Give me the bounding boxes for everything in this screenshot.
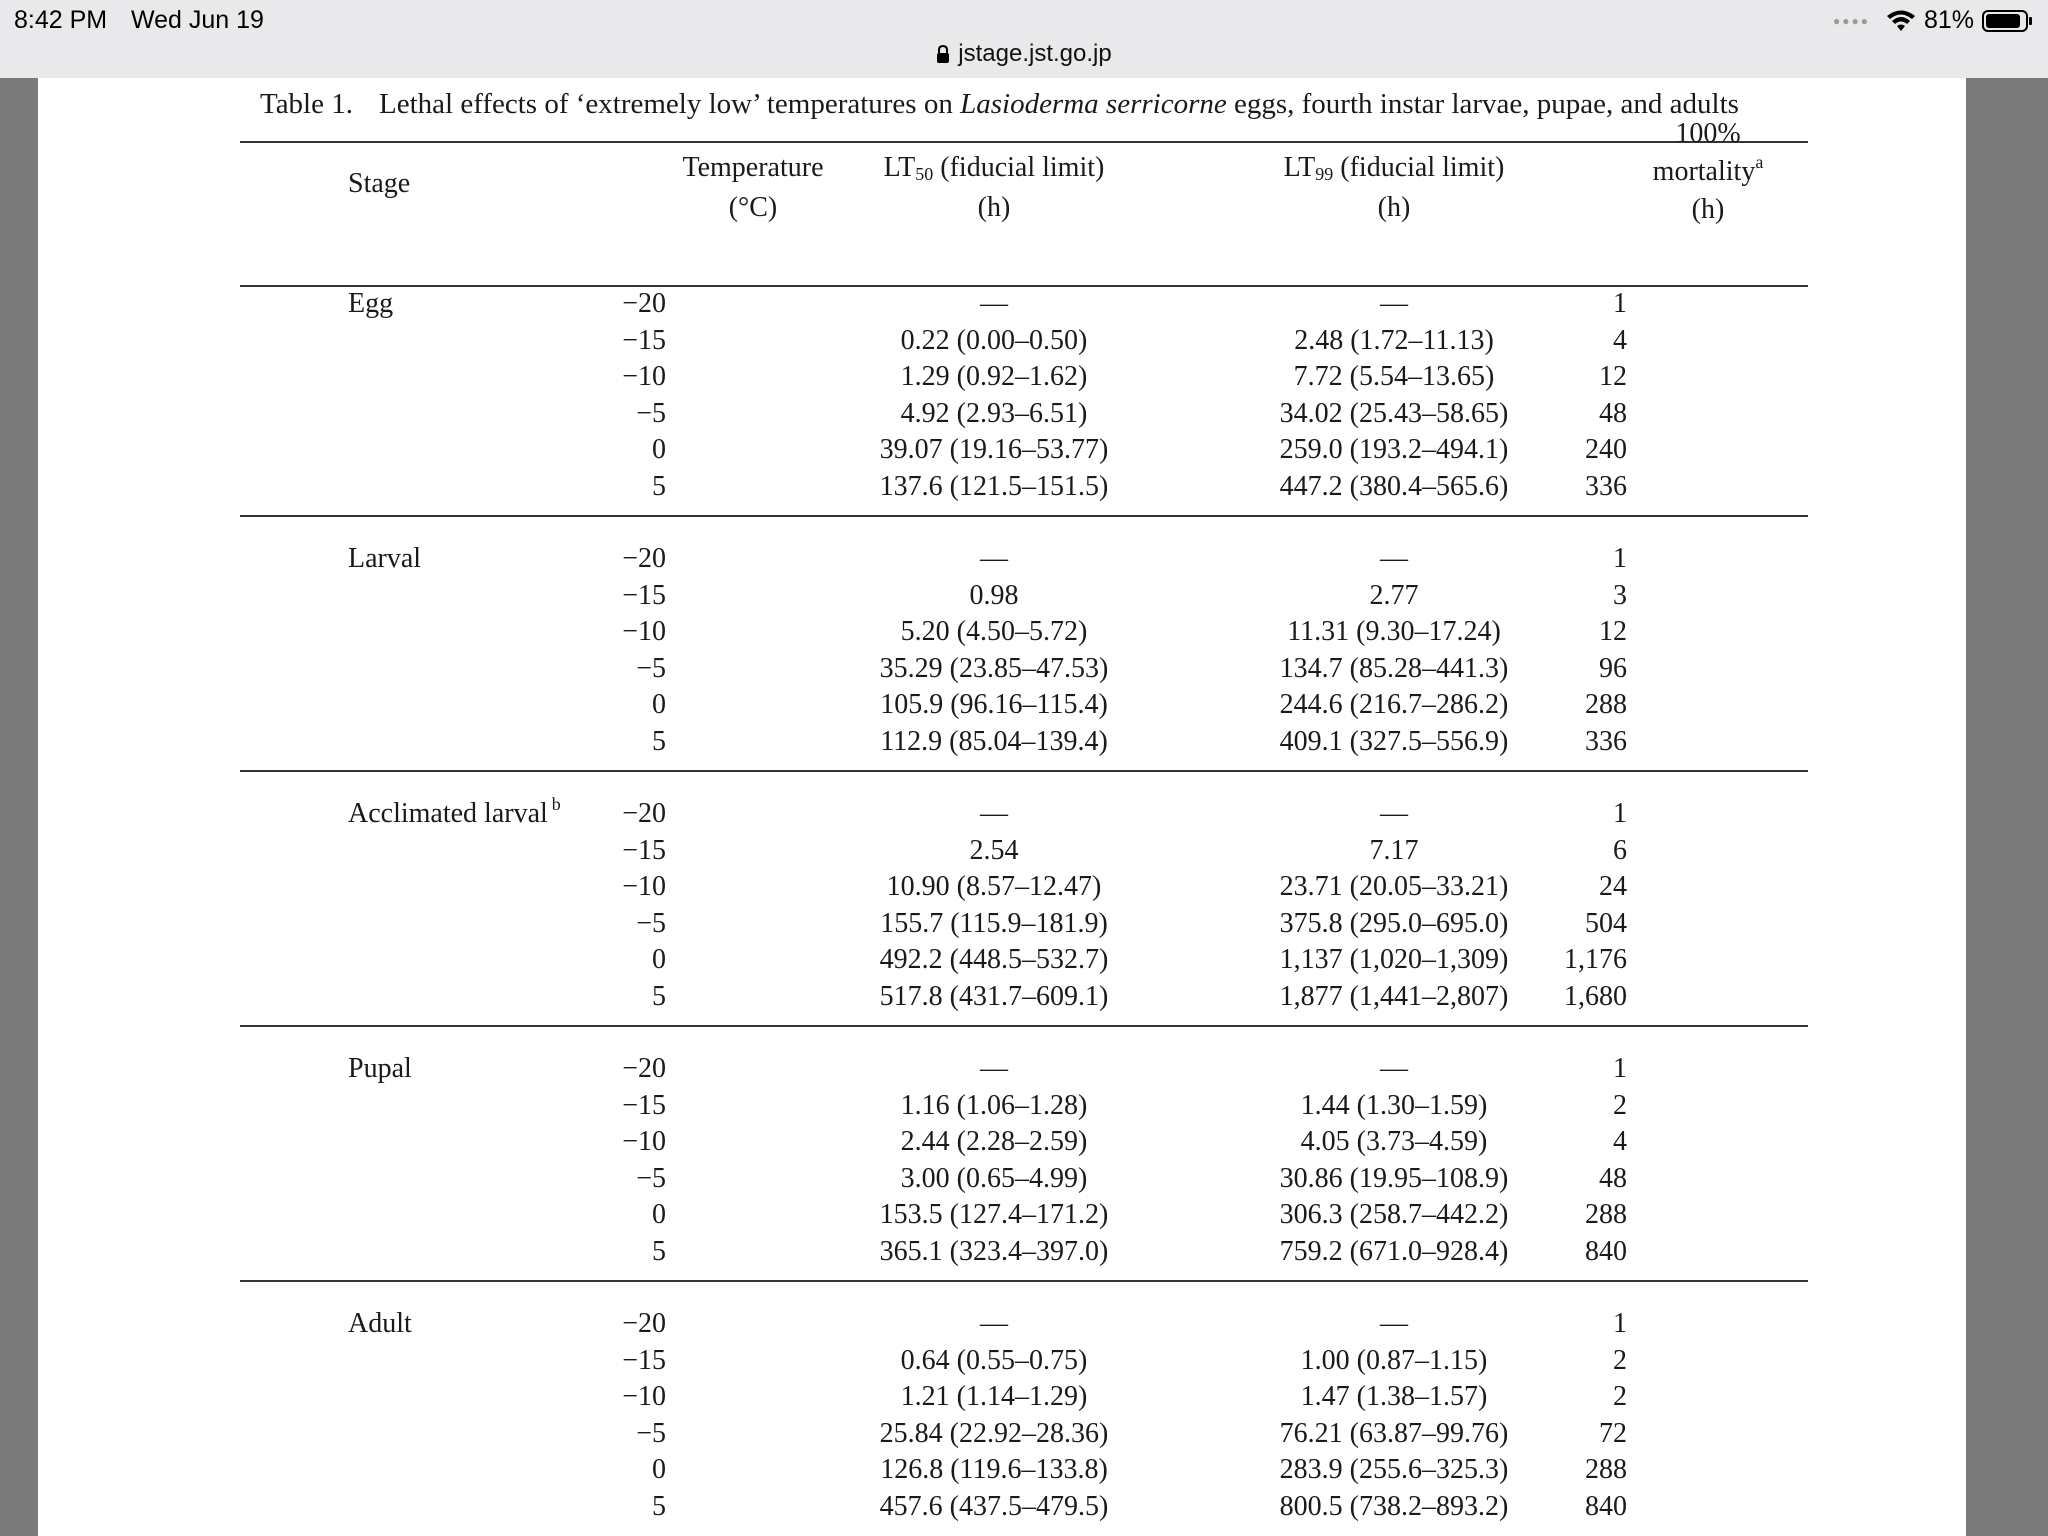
stage-label: Adult xyxy=(348,1308,412,1339)
header-stage xyxy=(348,164,508,204)
cell-temperature: 5 xyxy=(652,471,666,502)
header-mortality-percent: 100% xyxy=(1675,118,1741,149)
wifi-icon xyxy=(1886,9,1916,33)
header-mortality xyxy=(1598,115,1818,229)
cell-temperature: 5 xyxy=(652,726,666,757)
cell-lt50: 105.9 (96.16–115.4) xyxy=(880,689,1108,721)
cell-lt99: — xyxy=(1380,288,1408,319)
cell-mortality: 336 xyxy=(1585,726,1627,757)
cell-lt50: 3.00 (0.65–4.99) xyxy=(900,1162,1088,1194)
cell-lt50: 112.9 (85.04–139.4) xyxy=(880,726,1108,757)
stage-label: Pupal xyxy=(348,1053,412,1084)
cell-lt50: 1.16 (1.06–1.28) xyxy=(900,1089,1088,1121)
cell-temperature: −20 xyxy=(622,1053,666,1084)
cell-temperature: 5 xyxy=(652,1491,666,1522)
cell-lt50: 126.8 (119.6–133.8) xyxy=(880,1454,1108,1486)
cell-lt99: 375.8 (295.0–695.0) xyxy=(1279,907,1509,939)
cell-temperature: 0 xyxy=(652,944,666,976)
mortality-word: mortality xyxy=(1652,156,1756,187)
cell-temperature: −20 xyxy=(622,798,666,829)
cell-lt50: 0.22 (0.00–0.50) xyxy=(900,324,1088,356)
stage-label: Acclimated larval $^b$ xyxy=(348,794,561,829)
cell-mortality: 24 xyxy=(1599,871,1627,903)
cell-lt99: — xyxy=(1380,1053,1408,1084)
stage-footnote-mark: b xyxy=(551,794,561,814)
cell-mortality: 288 xyxy=(1585,689,1627,721)
lock-icon xyxy=(936,45,950,63)
header-lt50-label xyxy=(794,148,1194,188)
cell-mortality: 288 xyxy=(1585,1199,1627,1231)
cell-lt99: 11.31 (9.30–17.24) xyxy=(1287,616,1501,648)
cell-temperature: −15 xyxy=(622,834,666,866)
cell-temperature: 0 xyxy=(652,1199,666,1231)
cell-temperature: −10 xyxy=(622,616,666,648)
cell-mortality: 240 xyxy=(1585,434,1627,466)
lt99-prefix: LT xyxy=(1283,152,1316,183)
cell-lt50: — xyxy=(980,1053,1008,1084)
table-number: Table 1. xyxy=(260,88,353,120)
cell-lt50: 2.54 xyxy=(969,834,1019,866)
cell-lt99: 30.86 (19.95–108.9) xyxy=(1279,1162,1509,1194)
cell-lt99: — xyxy=(1380,1308,1408,1339)
battery-percent: 81% xyxy=(1923,6,1974,34)
cell-temperature: −5 xyxy=(636,1417,666,1449)
cell-mortality: 2 xyxy=(1613,1381,1627,1413)
stage-label: Larval xyxy=(348,543,422,574)
cell-mortality: 72 xyxy=(1599,1417,1627,1449)
battery-icon xyxy=(1982,9,2034,33)
lt50-suffix: (fiducial limit) xyxy=(933,152,1105,183)
caption-species: Lasioderma serricorne xyxy=(960,88,1227,120)
cell-temperature: 0 xyxy=(652,689,666,721)
cell-lt99: 2.77 xyxy=(1369,579,1419,611)
lt99-suffix: (fiducial limit) xyxy=(1333,152,1505,183)
cell-lt50: 517.8 (431.7–609.1) xyxy=(879,981,1109,1012)
cell-temperature: −20 xyxy=(622,288,666,319)
cell-lt99: 76.21 (63.87–99.76) xyxy=(1279,1417,1509,1449)
cell-lt99: 1,877 (1,441–2,807) xyxy=(1279,981,1509,1012)
mortality-footnote-mark: a xyxy=(1755,152,1764,172)
cell-lt99: 1.00 (0.87–1.15) xyxy=(1300,1344,1488,1376)
viewer-margin-right xyxy=(1966,78,2048,1536)
cell-lt99: 7.72 (5.54–13.65) xyxy=(1293,361,1495,393)
cell-mortality: 1 xyxy=(1613,1308,1627,1339)
group-separator-rule xyxy=(240,515,1808,517)
cell-mortality: 1 xyxy=(1613,798,1627,829)
signal-dots-icon: ●●●● xyxy=(1832,13,1870,28)
cell-lt50: — xyxy=(980,798,1008,829)
cell-mortality: 288 xyxy=(1585,1454,1627,1486)
cell-lt99: 23.71 (20.05–33.21) xyxy=(1279,871,1509,903)
cell-temperature: 5 xyxy=(652,981,666,1012)
cell-mortality: 336 xyxy=(1585,471,1627,502)
group-separator-rule xyxy=(240,1025,1808,1027)
viewer-margin-left xyxy=(0,78,38,1536)
header-lt50 xyxy=(794,148,1194,228)
cell-temperature: −10 xyxy=(622,871,666,903)
cell-lt99: — xyxy=(1380,798,1408,829)
cell-mortality: 1,680 xyxy=(1564,981,1627,1012)
cell-lt99: 2.48 (1.72–11.13) xyxy=(1294,324,1494,356)
cell-lt99: 7.17 xyxy=(1369,834,1419,866)
cell-mortality: 1 xyxy=(1613,543,1627,574)
cell-mortality: 3 xyxy=(1613,579,1627,611)
cell-lt99: 134.7 (85.28–441.3) xyxy=(1279,652,1509,684)
cell-temperature: −5 xyxy=(636,652,666,684)
status-time: 8:42 PM xyxy=(14,6,108,34)
cell-mortality: 12 xyxy=(1599,361,1627,393)
cell-lt50: 457.6 (437.5–479.5) xyxy=(879,1491,1109,1522)
cell-temperature: −10 xyxy=(622,1126,666,1158)
cell-lt50: 1.21 (1.14–1.29) xyxy=(900,1381,1088,1413)
cell-lt50: 0.98 xyxy=(969,579,1019,611)
group-separator-rule xyxy=(240,770,1808,772)
cell-lt99: 800.5 (738.2–893.2) xyxy=(1279,1491,1509,1522)
cell-temperature: 0 xyxy=(652,434,666,466)
table-top-rule xyxy=(240,141,1808,143)
header-lt99-label xyxy=(1194,148,1594,188)
header-temperature-unit: (°C) xyxy=(728,192,778,223)
cell-temperature: −20 xyxy=(622,1308,666,1339)
cell-temperature: −10 xyxy=(622,1381,666,1413)
cell-temperature: −5 xyxy=(636,397,666,429)
cell-mortality: 4 xyxy=(1613,324,1627,356)
cell-lt50: — xyxy=(980,1308,1008,1339)
cell-lt99: 447.2 (380.4–565.6) xyxy=(1279,471,1509,502)
cell-lt99: 283.9 (255.6–325.3) xyxy=(1279,1454,1509,1486)
cell-lt50: 0.64 (0.55–0.75) xyxy=(900,1344,1088,1376)
cell-lt50: 39.07 (19.16–53.77) xyxy=(879,434,1109,466)
cell-lt50: 2.44 (2.28–2.59) xyxy=(900,1126,1088,1158)
status-right xyxy=(1833,6,2034,35)
cell-temperature: −20 xyxy=(622,543,666,574)
document-page xyxy=(38,78,1966,1536)
cell-lt99: 259.0 (193.2–494.1) xyxy=(1279,434,1509,466)
cell-lt99: 1.47 (1.38–1.57) xyxy=(1300,1381,1488,1413)
cell-lt50: 35.29 (23.85–47.53) xyxy=(879,652,1109,684)
cell-temperature: −15 xyxy=(622,1344,666,1376)
lt99-subscript: 99 xyxy=(1315,164,1334,184)
header-lt99 xyxy=(1194,148,1594,228)
header-temperature-label: Temperature xyxy=(682,152,824,183)
cell-lt50: — xyxy=(980,288,1008,319)
lt50-subscript: 50 xyxy=(915,164,934,184)
header-stage-label: Stage xyxy=(348,168,411,199)
cell-lt50: 5.20 (4.50–5.72) xyxy=(900,616,1088,648)
cell-mortality: 1 xyxy=(1613,288,1627,319)
cell-lt50: 10.90 (8.57–12.47) xyxy=(886,871,1102,903)
url-text[interactable]: jstage.jst.go.jp xyxy=(958,40,1112,67)
header-mortality-unit: (h) xyxy=(1691,194,1725,225)
cell-lt50: 492.2 (448.5–532.7) xyxy=(879,944,1109,976)
address-bar[interactable] xyxy=(0,36,2048,78)
cell-lt99: 759.2 (671.0–928.4) xyxy=(1279,1236,1509,1267)
cell-mortality: 48 xyxy=(1599,1162,1627,1194)
cell-lt50: 137.6 (121.5–151.5) xyxy=(879,471,1109,502)
cell-lt50: 155.7 (115.9–181.9) xyxy=(880,907,1108,939)
group-separator-rule xyxy=(240,1280,1808,1282)
cell-temperature: −5 xyxy=(636,907,666,939)
cell-lt50: 4.92 (2.93–6.51) xyxy=(900,397,1088,429)
cell-mortality: 96 xyxy=(1599,652,1627,684)
cell-lt99: 34.02 (25.43–58.65) xyxy=(1279,397,1509,429)
cell-mortality: 48 xyxy=(1599,397,1627,429)
cell-lt50: 25.84 (22.92–28.36) xyxy=(879,1417,1109,1449)
cell-mortality: 2 xyxy=(1613,1344,1627,1376)
cell-mortality: 1 xyxy=(1613,1053,1627,1084)
cell-mortality: 1,176 xyxy=(1564,944,1627,976)
caption-text-post: eggs, fourth instar larvae, pupae, and adults xyxy=(1226,88,1739,120)
cell-mortality: 6 xyxy=(1613,834,1627,866)
header-mortality-label xyxy=(1598,153,1818,191)
cell-mortality: 4 xyxy=(1613,1126,1627,1158)
cell-lt50: 1.29 (0.92–1.62) xyxy=(900,361,1088,393)
cell-mortality: 840 xyxy=(1585,1236,1627,1267)
status-date: Wed Jun 19 xyxy=(131,6,264,34)
cell-lt99: 1.44 (1.30–1.59) xyxy=(1300,1089,1488,1121)
cell-lt99: 244.6 (216.7–286.2) xyxy=(1279,689,1509,721)
cell-lt99: 1,137 (1,020–1,309) xyxy=(1279,944,1509,976)
status-bar xyxy=(0,0,2048,40)
cell-lt50: 153.5 (127.4–171.2) xyxy=(879,1199,1109,1231)
cell-temperature: −15 xyxy=(622,324,666,356)
table-caption xyxy=(260,88,1739,121)
cell-mortality: 504 xyxy=(1585,907,1627,939)
header-lt50-unit: (h) xyxy=(977,192,1011,223)
cell-temperature: −15 xyxy=(622,1089,666,1121)
cell-mortality: 2 xyxy=(1613,1089,1627,1121)
cell-temperature: −15 xyxy=(622,579,666,611)
caption-text-pre: Lethal effects of ‘extremely low’ temperatures on xyxy=(379,88,961,120)
cell-temperature: −5 xyxy=(636,1162,666,1194)
cell-mortality: 840 xyxy=(1585,1491,1627,1522)
header-lt99-unit: (h) xyxy=(1377,192,1411,223)
cell-lt99: 306.3 (258.7–442.2) xyxy=(1279,1199,1509,1231)
cell-lt99: 4.05 (3.73–4.59) xyxy=(1300,1126,1488,1158)
cell-temperature: 5 xyxy=(652,1236,666,1267)
stage-label: Egg xyxy=(348,288,394,319)
lt50-prefix: LT xyxy=(883,152,916,183)
cell-temperature: 0 xyxy=(652,1454,666,1486)
cell-lt99: — xyxy=(1380,543,1408,574)
cell-lt99: 409.1 (327.5–556.9) xyxy=(1279,726,1509,757)
cell-mortality: 12 xyxy=(1599,616,1627,648)
cell-lt50: 365.1 (323.4–397.0) xyxy=(879,1236,1109,1267)
cell-temperature: −10 xyxy=(622,361,666,393)
cell-lt50: — xyxy=(980,543,1008,574)
